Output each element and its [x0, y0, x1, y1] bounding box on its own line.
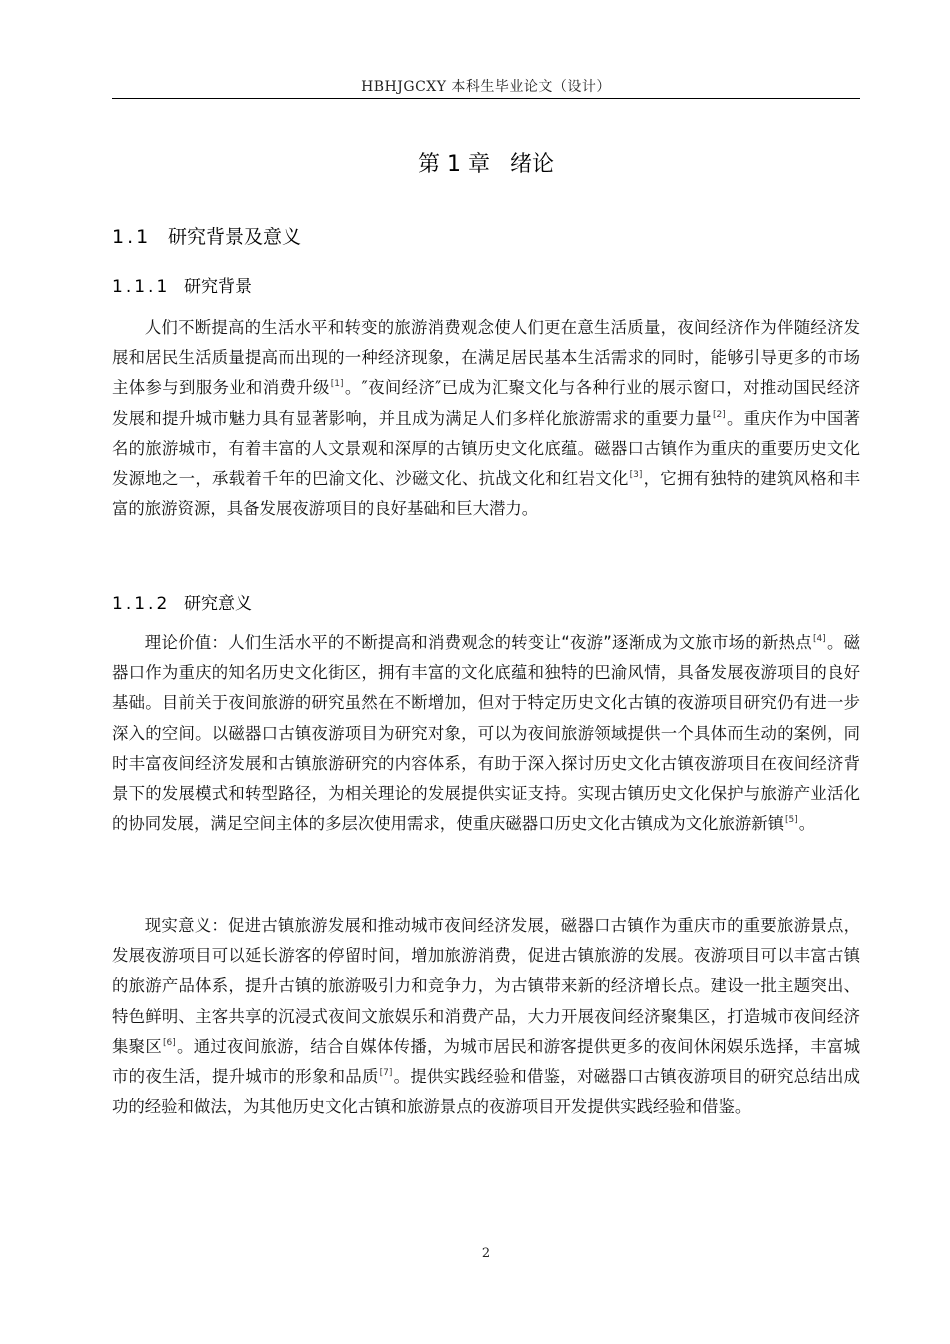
paragraph-text: 。提供实践经验和借鉴，对磁器口古镇夜游项目的研究总结出成功的经验和做法，为其他历史文化古镇和旅游景点的夜游项目开发提供实践经验和借鉴。 [112, 1067, 861, 1117]
citation-5[interactable]: [5] [785, 815, 798, 826]
section-heading-1-1-1 [112, 272, 252, 297]
header-rule [112, 98, 860, 99]
paragraph-text: 。通过夜间旅游，结合自媒体传播，为城市居民和游客提供更多的夜间休闲娱乐选择，丰富城市的夜生活，提升城市的形象和品质 [112, 1036, 861, 1087]
paragraph-text: 。磁器口作为重庆的知名历史文化街区，拥有丰富的文化底蕴和独特的巴渝风情，具备发展夜游项目的良好基础。目前关于夜间旅游的研究虽然在不断增加，但对于特定历史文化古镇的夜游项目研究仍有进一步深入的空间。以磁器口古镇夜游项目为研究对象，可以为夜间旅游领域提供一个具体而生动的案例，同时丰富夜间经济发展和古镇旅游研究的内容体系，有助于深入探讨历史文化古镇夜游项目在夜间经济背景下的发展模式和转型路径，为相关理论的发展提供实证支持。实现古镇历史文化保护与旅游产业活化的协同发展，满足空间主体的多层次使用需求，使重庆磁器口历史文化古镇成为文化旅游新镇 [112, 633, 861, 834]
chapter-title [112, 147, 860, 178]
paragraph-text: 。重庆作为中国著名的旅游城市，有着丰富的人文景观和深厚的古镇历史文化底蕴。磁器口古镇作为重庆的重要历史文化发源地之一，承载着千年的巴渝文化、沙磁文化、抗战文化和红岩文化 [112, 408, 861, 489]
theory-value-paragraph [112, 628, 860, 839]
paragraph-text: ，它拥有独特的建筑风格和丰富的旅游资源，具备发展夜游项目的良好基础和巨大潜力。 [112, 469, 861, 519]
section-number: 1.1 [112, 226, 152, 248]
section-heading-1-1-2 [112, 589, 252, 614]
paragraph-text: 。″夜间经济″已成为汇聚文化与各种行业的展示窗口，对推动国民经济发展和提升城市魅力具有显著影响，并且成为满足人们多样化旅游需求的重要力量 [112, 378, 860, 428]
section-title: 研究背景及意义 [168, 226, 302, 248]
section-title: 研究意义 [184, 594, 252, 614]
section-number: 1.1.2 [112, 594, 171, 614]
running-header: HBHJGCXY 本科生毕业论文（设计） [361, 79, 611, 95]
background-paragraph [112, 313, 860, 524]
section-heading-1-1 [112, 222, 301, 249]
citation-7[interactable]: [7] [379, 1068, 393, 1079]
paragraph-text: 人们不断提高的生活水平和转变的旅游消费观念使人们更在意生活质量，夜间经济作为伴随经济发展和居民生活质量提高而出现的一种经济现象，在满足居民基本生活需求的同时，能够引导更多的市场主体参与到服务业和消费升级 [112, 318, 860, 398]
section-title: 研究背景 [184, 277, 252, 297]
page-number: 2 [481, 1246, 491, 1261]
paragraph-text: 。 [798, 814, 816, 834]
chapter-name: 绪论 [509, 152, 554, 177]
citation-6[interactable]: [6] [163, 1037, 176, 1048]
citation-3[interactable]: [3] [629, 470, 643, 481]
citation-2[interactable]: [2] [712, 409, 726, 420]
section-number: 1.1.1 [112, 277, 171, 297]
paragraph-text: 现实意义：促进古镇旅游发展和推动城市夜间经济发展，磁器口古镇作为重庆市的重要旅游景点，发展夜游项目可以延长游客的停留时间，增加旅游消费，促进古镇旅游的发展。夜游项目可以丰富古镇的旅游产品体系，提升古镇的旅游吸引力和竞争力，为古镇带来新的经济增长点。建设一批主题突出、特色鲜明、主客共享的沉浸式夜间文旅娱乐和消费产品，大力开展夜间经济聚集区，打造城市夜间经济集聚区 [112, 916, 860, 1056]
citation-4[interactable]: [4] [812, 634, 826, 644]
paragraph-text: 理论价值：人们生活水平的不断提高和消费观念的转变让“夜游”逐渐成为文旅市场的新热点 [144, 633, 812, 652]
practical-significance-paragraph [112, 911, 860, 1122]
citation-1[interactable]: [1] [330, 379, 344, 390]
chapter-number: 第 1 章 [418, 152, 490, 177]
